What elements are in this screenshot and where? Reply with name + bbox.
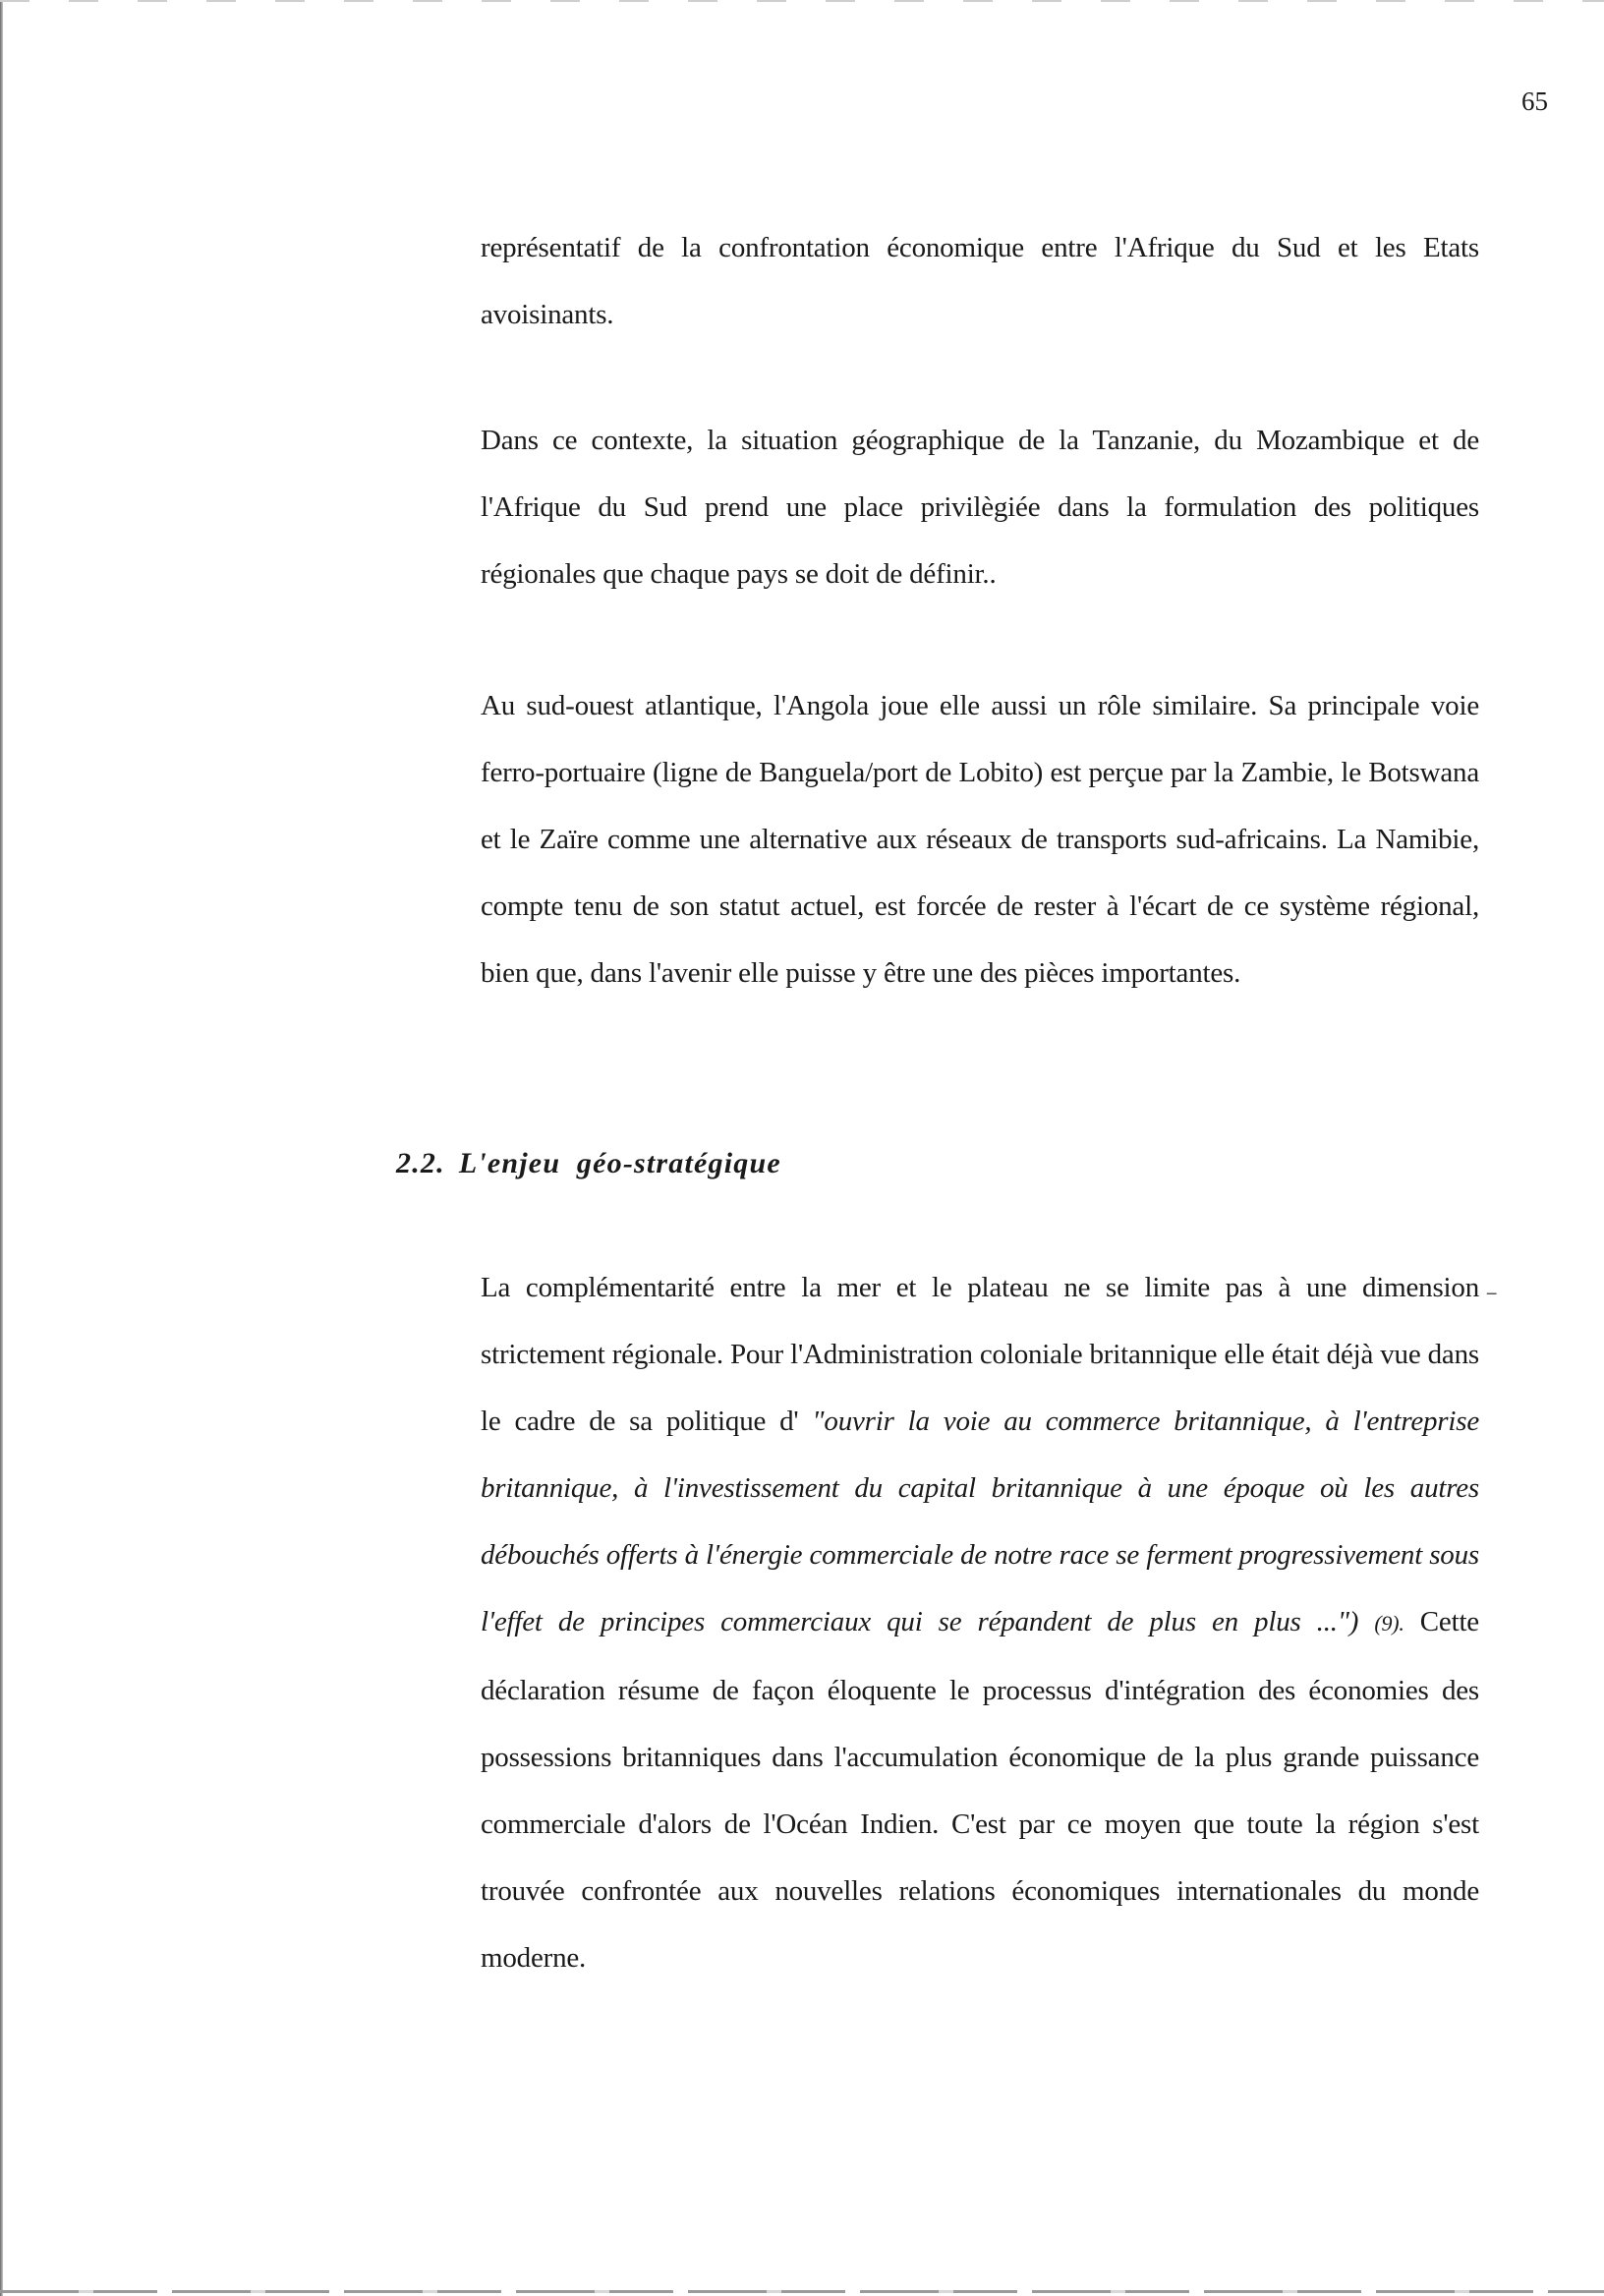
paragraph-3: Au sud-ouest atlantique, l'Angola joue elle aussi un rôle similaire. Sa principale voie ferro-portuaire (ligne de Banguela/port de Lobito) est perçue par la Zambie, le Botswana et le Zaïre comme une alternative aux réseaux de transports sud-africains. La Namibie, compte tenu de son statut actuel, est forcée de rester à l'écart de ce système régional, bien que, dans l'avenir elle puisse y être une des pièces importantes. <box>481 690 1479 989</box>
scan-edge-top <box>0 0 1604 2</box>
paragraph-2: Dans ce contexte, la situation géographique de la Tanzanie, du Mozambique et de l'Afrique du Sud prend une place privilègiée dans la formulation des politiques régionales que chaque pays se doit de définir.. <box>481 425 1479 590</box>
footnote-reference: (9). <box>1374 1611 1404 1636</box>
scan-edge-bottom <box>0 2290 1604 2293</box>
page-number: 65 <box>1521 86 1548 116</box>
section-title: L'enjeu géo-stratégique <box>458 1147 781 1179</box>
section-heading <box>396 1144 781 1183</box>
section-number: 2.2. <box>396 1147 445 1179</box>
paragraph-4 <box>481 1254 1479 1991</box>
paragraph-4-intro: La complémentarité entre la mer et le plateau ne se limite pas à une dimension strictement régionale. Pour l'Administration coloniale britannique elle était déjà vue dans le cadre de sa politique d' <box>481 1272 1479 1437</box>
paragraph-1: représentatif de la confrontation économique entre l'Afrique du Sud et les Etats avoisinants. <box>481 232 1479 330</box>
scan-edge-left <box>0 0 3 2296</box>
margin-mark: -- <box>1486 1282 1496 1303</box>
colonial-quote: "ouvrir la voie au commerce britannique, à l'entreprise britannique, à l'investissement du capital britannique à une époque où les autres débouchés offerts à l'énergie commerciale de notre race se ferment progressivement sous l'effet de principes commerciaux qui se répandent de plus en plus ...") <box>481 1406 1479 1637</box>
paragraph-4-conclusion: Cette déclaration résume de façon éloquente le processus d'intégration des économies des possessions britanniques dans l'accumulation économique de la plus grande puissance commerciale d'alors de l'Océan Indien. C'est par ce moyen que toute la région s'est trouvée confrontée aux nouvelles relations économiques internationales du monde moderne. <box>481 1606 1479 1974</box>
